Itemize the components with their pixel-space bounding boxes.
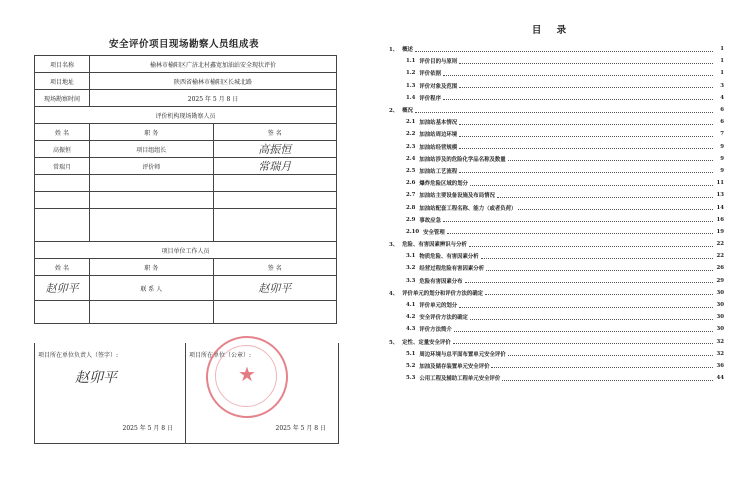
toc-dot-leader	[465, 278, 713, 283]
project-address-value: 陕西省榆林市榆阳区长城北路	[90, 73, 337, 90]
toc-dot-leader	[508, 156, 713, 161]
toc-entry[interactable]	[389, 372, 724, 384]
client-section-heading: 项目单位工作人员	[35, 242, 337, 259]
toc-entry-page: 11	[716, 180, 724, 187]
table-row	[35, 301, 337, 324]
toc-entry[interactable]	[389, 214, 724, 226]
toc-entry-page: 14	[716, 204, 724, 211]
toc-entry-page: 1	[720, 46, 724, 53]
toc-entry-text: 加油站经营规模	[419, 144, 458, 151]
toc-entry[interactable]	[389, 141, 724, 153]
toc-entry-page: 6	[720, 107, 724, 114]
col-header-name: 姓 名	[35, 259, 90, 276]
toc-entry-number: 2.10	[406, 228, 420, 235]
toc-entry-text: 安全评价方法的确定	[419, 315, 468, 322]
toc-entry-text: 评价依据	[419, 71, 441, 78]
toc-entry-number: 5.3	[406, 375, 416, 382]
handwritten-signature: 高振恒	[213, 141, 337, 158]
toc-entry-number: 1.4	[406, 94, 416, 101]
toc-entry-page: 26	[716, 265, 724, 272]
toc-entry[interactable]	[389, 128, 724, 140]
toc-entry-page: 3	[720, 82, 724, 89]
toc-entry-page: 7	[720, 131, 724, 138]
table-row	[35, 276, 337, 301]
toc-entry-page: 9	[720, 143, 724, 150]
toc-entry-number: 2.9	[406, 216, 416, 223]
toc-entry-number: 5.1	[406, 350, 416, 357]
agency-section-heading: 评价机构现场勘察人员	[35, 107, 337, 124]
toc-entry[interactable]	[389, 116, 724, 128]
toc-entry-number: 2.5	[406, 167, 416, 174]
company-seal-date: 2025 年 5 月 8 日	[275, 425, 326, 432]
project-name-value: 榆林市榆阳区广济北村鑫宽加油站安全现状评价	[90, 56, 337, 73]
toc-entry-number: 2.3	[406, 143, 416, 150]
toc-entry[interactable]	[389, 336, 724, 348]
responsible-person-cell	[35, 343, 186, 443]
toc-entry[interactable]	[389, 55, 724, 67]
table-row	[35, 192, 337, 209]
toc-entry[interactable]	[389, 43, 724, 55]
project-address-label: 项目地址	[35, 73, 90, 90]
toc-entry-page: 30	[716, 326, 724, 333]
toc-list	[389, 43, 724, 384]
toc-dot-leader	[454, 327, 713, 332]
toc-entry-page: 9	[720, 155, 724, 162]
toc-dot-leader	[481, 254, 713, 259]
toc-title: 目 录	[531, 25, 573, 36]
approval-block	[34, 343, 339, 444]
table-row	[35, 158, 337, 175]
toc-dot-leader	[459, 132, 713, 137]
toc-entry-text: 加油站主要设备设施及布局情况	[419, 193, 495, 200]
toc-entry-text: 评价方法简介	[419, 327, 452, 334]
toc-entry-text: 事故应急	[419, 217, 441, 224]
company-seal-label: 项目所在单位（公章）:	[189, 352, 252, 359]
toc-entry-text: 物质危险、有害因素分析	[419, 254, 479, 261]
toc-dot-leader	[443, 71, 713, 76]
toc-entry[interactable]	[389, 201, 724, 213]
toc-dot-leader	[485, 290, 713, 295]
toc-entry-page: 29	[716, 277, 724, 284]
toc-dot-leader	[491, 363, 713, 368]
toc-entry[interactable]	[389, 323, 724, 335]
toc-entry-number: 3.2	[406, 265, 416, 272]
agency-role: 评价师	[90, 158, 214, 175]
toc-entry-text: 加油站工艺流程	[419, 168, 458, 175]
toc-entry[interactable]	[389, 153, 724, 165]
toc-entry-text: 概述	[402, 47, 413, 54]
responsible-person-label: 项目所在单位负责人（签字）:	[38, 352, 119, 359]
toc-dot-leader	[469, 242, 713, 247]
toc-dot-leader	[502, 376, 713, 381]
table-header-row	[35, 259, 337, 276]
toc-entry-text: 加油站基本情况	[419, 120, 458, 127]
toc-dot-leader	[459, 120, 713, 125]
table-row	[35, 107, 337, 124]
toc-entry-page: 32	[716, 338, 724, 345]
project-name-label: 项目名称	[35, 56, 90, 73]
survey-personnel-table	[34, 55, 337, 324]
toc-entry[interactable]	[389, 250, 724, 262]
toc-entry-page: 30	[716, 302, 724, 309]
toc-entry[interactable]	[389, 299, 724, 311]
toc-entry-text: 爆炸危险区域的划分	[419, 181, 468, 188]
toc-entry[interactable]	[389, 92, 724, 104]
agency-name: 常瑞月	[35, 158, 90, 175]
toc-entry-page: 13	[716, 192, 724, 199]
toc-entry-number: 2.2	[406, 131, 416, 138]
toc-entry[interactable]	[389, 287, 724, 299]
toc-entry-text: 加油站周边环境	[419, 132, 458, 139]
survey-time-value: 2025 年 5 月 8 日	[90, 90, 337, 107]
table-row	[35, 175, 337, 192]
toc-dot-leader	[470, 315, 713, 320]
toc-entry-page: 44	[716, 375, 724, 382]
client-name: 赵卯平	[35, 276, 90, 301]
toc-dot-leader	[470, 181, 713, 186]
table-row	[35, 242, 337, 259]
toc-dot-leader	[443, 217, 713, 222]
toc-dot-leader	[486, 266, 713, 271]
form-title: 安全评价项目现场勘察人员组成表	[108, 39, 259, 50]
col-header-signature: 签 名	[213, 259, 337, 276]
handwritten-signature: 常瑞月	[213, 158, 337, 175]
toc-entry-text: 评价对象及范围	[419, 83, 458, 90]
toc-entry[interactable]	[389, 275, 724, 287]
table-row	[35, 141, 337, 158]
toc-entry-number: 5、	[389, 339, 399, 346]
toc-entry-number: 1.3	[406, 82, 416, 89]
toc-dot-leader	[447, 229, 713, 234]
toc-entry-number: 2.6	[406, 180, 416, 187]
toc-entry-text: 评价目的与原则	[419, 59, 458, 66]
toc-entry-text: 概况	[402, 108, 413, 115]
toc-entry-number: 4.2	[406, 314, 416, 321]
agency-name: 高振恒	[35, 141, 90, 158]
toc-entry-number: 3.3	[406, 277, 416, 284]
toc-entry-page: 19	[716, 228, 724, 235]
toc-entry-number: 1、	[389, 47, 399, 54]
toc-dot-leader	[497, 193, 713, 198]
handwritten-signature: 赵卯平	[75, 370, 117, 386]
toc-dot-leader	[459, 144, 713, 149]
toc-entry-number: 2.7	[406, 192, 416, 199]
toc-entry-text: 危险、有害因素辨识与分析	[402, 242, 467, 249]
toc-entry-text: 公用工程及辅助工程单元安全评价	[419, 376, 501, 383]
toc-dot-leader	[443, 95, 713, 100]
toc-dot-leader	[415, 47, 713, 52]
toc-entry-page: 16	[716, 216, 724, 223]
col-header-name: 姓 名	[35, 124, 90, 141]
toc-entry[interactable]	[389, 311, 724, 323]
table-row	[35, 73, 337, 90]
toc-dot-leader	[459, 83, 713, 88]
toc-entry[interactable]	[389, 360, 724, 372]
client-role: 联 系 人	[90, 276, 214, 301]
toc-entry-number: 2.4	[406, 155, 416, 162]
toc-entry-number: 4.1	[406, 302, 416, 309]
toc-entry[interactable]	[389, 177, 724, 189]
table-row	[35, 90, 337, 107]
col-header-signature: 签 名	[213, 124, 337, 141]
toc-entry[interactable]	[389, 348, 724, 360]
table-header-row	[35, 124, 337, 141]
responsible-person-date: 2025 年 5 月 8 日	[122, 425, 173, 432]
toc-entry-page: 6	[720, 119, 724, 126]
toc-entry[interactable]	[389, 165, 724, 177]
toc-entry-text: 危险有害因素分布	[419, 278, 463, 285]
toc-entry[interactable]	[389, 226, 724, 238]
toc-entry-number: 2、	[389, 108, 399, 115]
toc-entry-page: 30	[716, 314, 724, 321]
survey-time-label: 现场勘察时间	[35, 90, 90, 107]
toc-entry-page: 30	[716, 289, 724, 296]
toc-entry-number: 2.8	[406, 204, 416, 211]
toc-entry-page: 4	[720, 94, 724, 101]
toc-entry-text: 加油站涉及的危险化学品名称及数量	[419, 156, 506, 163]
toc-page	[368, 0, 736, 504]
toc-entry-text: 定性、定量安全评价	[402, 339, 451, 346]
toc-entry-text: 经营过程危险有害因素分析	[419, 266, 485, 273]
toc-dot-leader	[459, 59, 713, 64]
toc-entry-page: 22	[716, 241, 724, 248]
toc-entry-number: 4、	[389, 290, 399, 297]
col-header-role: 职 务	[90, 124, 214, 141]
toc-dot-leader	[459, 303, 713, 308]
toc-entry[interactable]	[389, 67, 724, 79]
toc-entry-page: 1	[720, 58, 724, 65]
toc-entry-number: 3、	[389, 242, 399, 249]
star-icon: ★	[238, 362, 256, 386]
toc-entry-text: 评价单元的划分	[419, 303, 458, 310]
official-seal-stamp	[206, 336, 288, 418]
toc-entry-page: 1	[720, 70, 724, 77]
toc-entry[interactable]	[389, 238, 724, 250]
toc-entry-text: 加油及储存装置单元安全评价	[419, 363, 490, 370]
toc-entry-page: 32	[716, 350, 724, 357]
toc-entry-text: 评价程序	[419, 95, 441, 102]
toc-entry-text: 周边环境与总平面布置单元安全评价	[419, 351, 506, 358]
toc-entry-page: 9	[720, 167, 724, 174]
toc-dot-leader	[508, 351, 713, 356]
toc-entry[interactable]	[389, 80, 724, 92]
toc-entry-page: 36	[716, 362, 724, 369]
agency-role: 项目组组长	[90, 141, 214, 158]
toc-entry-number: 5.2	[406, 362, 416, 369]
toc-entry-number: 2.1	[406, 119, 416, 126]
toc-entry-text: 评价单元的划分和评价方法的确定	[402, 290, 484, 297]
col-header-role: 职 务	[90, 259, 214, 276]
toc-dot-leader	[459, 168, 713, 173]
toc-entry[interactable]	[389, 262, 724, 274]
handwritten-signature: 赵卯平	[213, 276, 337, 301]
toc-dot-leader	[453, 339, 713, 344]
toc-entry-number: 3.1	[406, 253, 416, 260]
toc-entry-number: 1.1	[406, 58, 416, 65]
toc-entry-text: 加油站配套工程名称、能力（或者负荷）	[419, 205, 517, 212]
toc-dot-leader	[518, 205, 713, 210]
toc-entry[interactable]	[389, 104, 724, 116]
toc-entry-number: 4.3	[406, 326, 416, 333]
toc-entry-number: 1.2	[406, 70, 416, 77]
toc-entry-text: 安全管理	[423, 229, 445, 236]
table-row	[35, 56, 337, 73]
toc-entry-page: 22	[716, 253, 724, 260]
toc-dot-leader	[415, 108, 713, 113]
toc-entry[interactable]	[389, 189, 724, 201]
table-row	[35, 209, 337, 242]
